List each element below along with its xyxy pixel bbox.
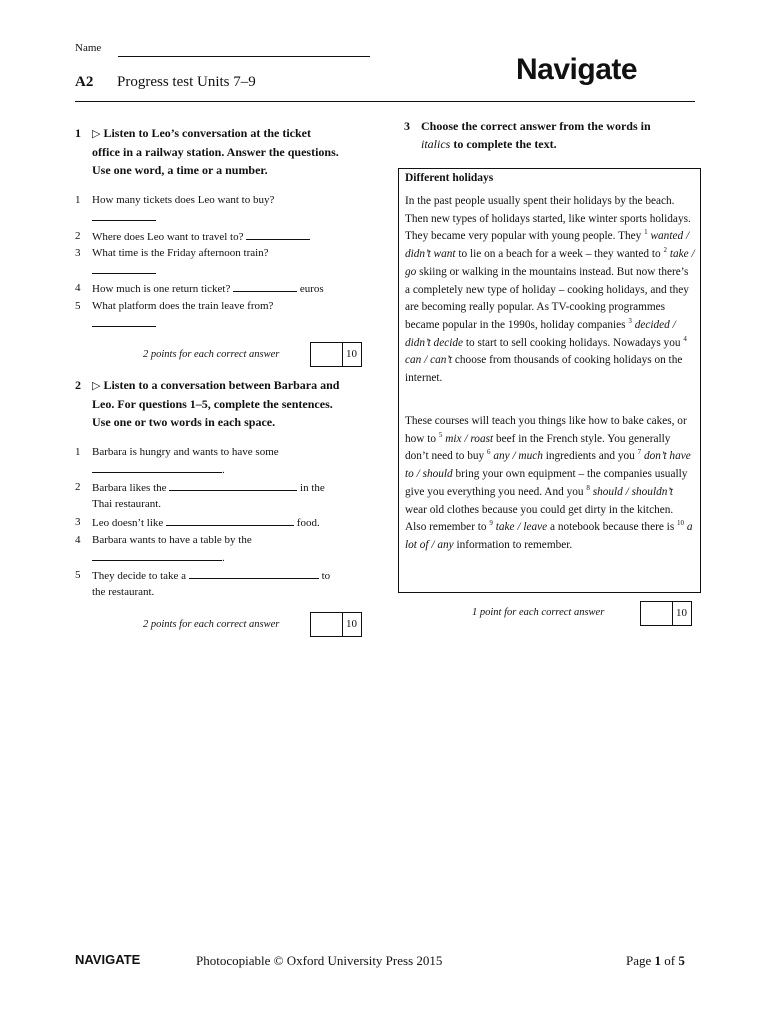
q1-heading <box>75 124 375 180</box>
play-icon: ▷ <box>92 128 101 140</box>
test-title: Progress test Units 7–9 <box>117 74 256 90</box>
answer-blank[interactable] <box>246 228 310 240</box>
q2-items: 1 Barbara is hungry and wants to have some . 2 Barbara likes the in the Thai restaurant. 3 Leo doesn’t like food. 4 Barbara wants to have a table by the . 5 They decide to take a to the restaurant. <box>75 446 331 598</box>
reading-text-box <box>398 168 701 593</box>
q2-points: 2 points for each correct answer <box>143 619 280 630</box>
option-10[interactable]: a lot of / any <box>405 521 693 551</box>
q2-number: 2 <box>75 378 81 392</box>
option-7[interactable]: don’t have to / should <box>405 450 691 481</box>
option-5[interactable]: mix / roast <box>445 432 494 445</box>
footer-copyright: Photocopiable © Oxford University Press 2015 <box>196 953 443 968</box>
level-label: A2 <box>75 74 94 90</box>
option-4[interactable]: can / can’t <box>405 354 453 367</box>
q1-items: 1 How many tickets does Leo want to buy? 2 Where does Leo want to travel to? 3 What time is the Friday afternoon train? 4 How much is one return ticket? euros 5 What platform does the train leave from? <box>75 192 375 342</box>
q2-instruction-line3: Use one or two words in each space. <box>92 415 276 429</box>
q2-total: 10 <box>346 618 357 630</box>
page-number: Page 1 of 5 <box>626 953 685 968</box>
q2-heading <box>75 376 375 432</box>
q1-instruction-line2: office in a railway station. Answer the questions. <box>92 145 339 159</box>
q3-points: 1 point for each correct answer <box>472 607 605 618</box>
q2-instruction-line2: Leo. For questions 1–5, complete the sentences. <box>92 397 333 411</box>
answer-blank[interactable] <box>233 280 297 292</box>
answer-blank[interactable] <box>189 567 319 579</box>
option-2[interactable]: take / go <box>405 248 695 278</box>
answer-blank[interactable] <box>166 514 294 526</box>
q1-score-box[interactable] <box>310 342 362 367</box>
q1-total: 10 <box>346 348 357 360</box>
play-icon: ▷ <box>92 380 101 392</box>
paragraph-2: These courses will teach you things like how to bake cakes, or how to $^5$ mix / roast beef in the French style. You generally don’t need to buy $^6$ any / much ingredients and you $^7$ don’t have to / should bring your own equipment – the companies usually give you everything you need. And you $^8$ should / shouldn’t wear old clothes because you could get dirty in the kitchen. Also remember to $^9$ take / leave a notebook because there is $^{10}$ a lot of / any information to remember. <box>405 415 693 551</box>
q3-score-box[interactable] <box>640 601 692 626</box>
option-9[interactable]: take / leave <box>495 521 548 534</box>
q3-heading: 3 Choose the correct answer from the words in italics to complete the text. <box>404 119 651 151</box>
header-divider <box>75 101 695 102</box>
q1-instruction-line1: Listen to Leo’s conversation at the ticket <box>103 126 311 140</box>
q3-total: 10 <box>676 607 687 619</box>
q3-number: 3 <box>404 119 410 133</box>
name-label: Name <box>75 42 102 54</box>
option-3[interactable]: decided / didn’t decide <box>405 318 676 349</box>
answer-blank[interactable] <box>92 549 222 561</box>
box-title: Different holidays <box>405 172 494 184</box>
answer-blank[interactable] <box>92 209 156 221</box>
option-8[interactable]: should / shouldn’t <box>592 485 674 498</box>
answer-blank[interactable] <box>92 315 156 327</box>
paragraph-1: In the past people usually spent their holidays by the beach. Then new types of holidays started, like winter sports holidays. They became very popular with young people. They $^1$ wanted / didn’t want to lie on a beach for a week – they wanted to $^2$ take / go skiing or walking in the mountains instead. But now there’s a completely new type of holiday – cooking holidays, and they are becoming really popular. As TV-cooking programmes became popular in the 1990s, holiday companies $^3$ decided / didn’t decide to start to sell cooking holidays. Nowadays you $^4$ can / can’t choose from thousands of cooking holidays on the internet. <box>405 195 695 385</box>
q1-instruction-line3: Use one word, a time or a number. <box>92 163 268 177</box>
name-field[interactable] <box>118 56 370 57</box>
option-1[interactable]: wanted / didn’t want <box>405 230 690 261</box>
answer-blank[interactable] <box>92 461 222 473</box>
footer-brand: NAVIGATE <box>75 952 141 967</box>
q2-instruction-line1: Listen to a conversation between Barbara and <box>103 378 340 392</box>
option-6[interactable]: any / much <box>493 450 543 463</box>
q2-score-box[interactable] <box>310 612 362 637</box>
answer-blank[interactable] <box>169 479 297 491</box>
brand-logo: Navigate <box>516 53 638 86</box>
answer-blank[interactable] <box>92 262 156 274</box>
q1-number: 1 <box>75 126 81 140</box>
q1-points: 2 points for each correct answer <box>143 349 280 360</box>
